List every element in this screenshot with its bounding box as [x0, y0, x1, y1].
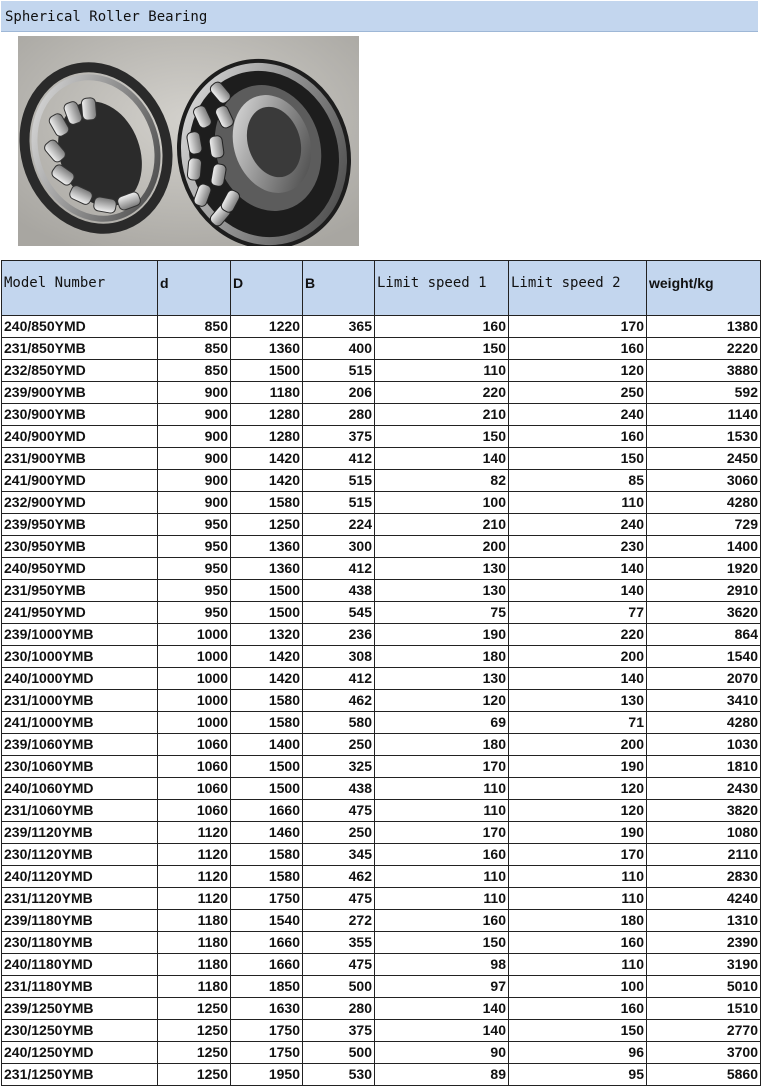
cell-outer-d: 1500: [231, 580, 303, 602]
cell-outer-d: 1950: [231, 1064, 303, 1086]
cell-outer-d: 1500: [231, 602, 303, 624]
cell-outer-d: 1660: [231, 954, 303, 976]
cell-outer-d: 1580: [231, 690, 303, 712]
cell-limit-speed-1: 82: [375, 470, 509, 492]
cell-limit-speed-1: 160: [375, 316, 509, 338]
cell-limit-speed-1: 200: [375, 536, 509, 558]
cell-limit-speed-1: 170: [375, 822, 509, 844]
cell-model: 240/1060YMD: [2, 778, 158, 800]
cell-b: 515: [303, 360, 375, 382]
cell-limit-speed-2: 150: [509, 1020, 647, 1042]
cell-outer-d: 1320: [231, 624, 303, 646]
cell-b: 375: [303, 426, 375, 448]
cell-b: 500: [303, 1042, 375, 1064]
table-row: [2, 888, 761, 910]
cell-d: 1180: [158, 932, 231, 954]
cell-weight: 1380: [647, 316, 761, 338]
cell-limit-speed-1: 130: [375, 558, 509, 580]
cell-d: 900: [158, 404, 231, 426]
cell-outer-d: 1280: [231, 404, 303, 426]
cell-b: 475: [303, 954, 375, 976]
cell-outer-d: 1580: [231, 844, 303, 866]
cell-model: 240/900YMD: [2, 426, 158, 448]
cell-d: 1000: [158, 712, 231, 734]
cell-d: 1180: [158, 910, 231, 932]
cell-b: 530: [303, 1064, 375, 1086]
table-row: [2, 668, 761, 690]
cell-limit-speed-2: 120: [509, 360, 647, 382]
cell-b: 412: [303, 668, 375, 690]
header-model-number: Model Number: [2, 261, 158, 316]
cell-limit-speed-1: 110: [375, 778, 509, 800]
cell-d: 1120: [158, 866, 231, 888]
cell-limit-speed-2: 140: [509, 668, 647, 690]
header-weight: weight/kg: [647, 261, 761, 316]
cell-d: 950: [158, 536, 231, 558]
cell-b: 515: [303, 492, 375, 514]
cell-outer-d: 1660: [231, 932, 303, 954]
cell-limit-speed-1: 69: [375, 712, 509, 734]
cell-limit-speed-1: 180: [375, 734, 509, 756]
cell-outer-d: 1420: [231, 448, 303, 470]
cell-b: 206: [303, 382, 375, 404]
cell-weight: 1510: [647, 998, 761, 1020]
cell-d: 950: [158, 514, 231, 536]
cell-model: 230/1180YMB: [2, 932, 158, 954]
cell-model: 230/1060YMB: [2, 756, 158, 778]
table-row: [2, 404, 761, 426]
cell-b: 224: [303, 514, 375, 536]
cell-weight: 1920: [647, 558, 761, 580]
cell-limit-speed-2: 140: [509, 580, 647, 602]
cell-limit-speed-1: 90: [375, 1042, 509, 1064]
cell-model: 239/1180YMB: [2, 910, 158, 932]
cell-weight: 1540: [647, 646, 761, 668]
cell-limit-speed-2: 240: [509, 404, 647, 426]
cell-outer-d: 1500: [231, 778, 303, 800]
page-title: Spherical Roller Bearing: [1, 1, 758, 32]
cell-limit-speed-1: 150: [375, 426, 509, 448]
cell-limit-speed-2: 220: [509, 624, 647, 646]
cell-limit-speed-2: 100: [509, 976, 647, 998]
table-row: [2, 932, 761, 954]
cell-limit-speed-1: 180: [375, 646, 509, 668]
cell-limit-speed-2: 160: [509, 338, 647, 360]
cell-limit-speed-2: 200: [509, 734, 647, 756]
table-row: [2, 976, 761, 998]
cell-outer-d: 1630: [231, 998, 303, 1020]
table-row: [2, 514, 761, 536]
cell-weight: 2910: [647, 580, 761, 602]
cell-b: 280: [303, 998, 375, 1020]
cell-weight: 2830: [647, 866, 761, 888]
cell-limit-speed-2: 170: [509, 316, 647, 338]
cell-d: 1000: [158, 668, 231, 690]
header-limit-speed-2: Limit speed 2: [509, 261, 647, 316]
table-row: [2, 866, 761, 888]
cell-weight: 1030: [647, 734, 761, 756]
cell-limit-speed-2: 95: [509, 1064, 647, 1086]
table-row: [2, 360, 761, 382]
cell-limit-speed-2: 140: [509, 558, 647, 580]
table-row: [2, 998, 761, 1020]
cell-limit-speed-2: 240: [509, 514, 647, 536]
cell-b: 500: [303, 976, 375, 998]
cell-b: 475: [303, 888, 375, 910]
cell-outer-d: 1360: [231, 558, 303, 580]
table-row: [2, 338, 761, 360]
cell-model: 230/1000YMB: [2, 646, 158, 668]
cell-limit-speed-1: 140: [375, 448, 509, 470]
cell-weight: 3410: [647, 690, 761, 712]
cell-b: 438: [303, 778, 375, 800]
cell-b: 475: [303, 800, 375, 822]
cell-outer-d: 1420: [231, 470, 303, 492]
cell-weight: 3620: [647, 602, 761, 624]
cell-model: 239/900YMB: [2, 382, 158, 404]
table-row: [2, 844, 761, 866]
cell-outer-d: 1420: [231, 668, 303, 690]
cell-limit-speed-1: 150: [375, 932, 509, 954]
cell-limit-speed-1: 160: [375, 910, 509, 932]
cell-limit-speed-2: 110: [509, 954, 647, 976]
cell-weight: 1530: [647, 426, 761, 448]
cell-model: 241/1000YMB: [2, 712, 158, 734]
cell-weight: 2430: [647, 778, 761, 800]
cell-model: 230/1120YMB: [2, 844, 158, 866]
cell-d: 1250: [158, 1020, 231, 1042]
cell-weight: 3880: [647, 360, 761, 382]
cell-d: 900: [158, 470, 231, 492]
cell-d: 850: [158, 316, 231, 338]
cell-b: 412: [303, 558, 375, 580]
cell-outer-d: 1540: [231, 910, 303, 932]
cell-model: 232/850YMD: [2, 360, 158, 382]
cell-b: 272: [303, 910, 375, 932]
table-row: [2, 954, 761, 976]
cell-limit-speed-1: 97: [375, 976, 509, 998]
cell-limit-speed-1: 110: [375, 360, 509, 382]
cell-outer-d: 1580: [231, 866, 303, 888]
cell-limit-speed-2: 230: [509, 536, 647, 558]
cell-model: 239/1000YMB: [2, 624, 158, 646]
cell-d: 1250: [158, 1042, 231, 1064]
header-b: B: [303, 261, 375, 316]
cell-weight: 3190: [647, 954, 761, 976]
cell-b: 325: [303, 756, 375, 778]
cell-model: 240/1120YMD: [2, 866, 158, 888]
cell-weight: 729: [647, 514, 761, 536]
cell-limit-speed-1: 210: [375, 514, 509, 536]
cell-model: 232/900YMD: [2, 492, 158, 514]
cell-weight: 2770: [647, 1020, 761, 1042]
cell-model: 241/900YMD: [2, 470, 158, 492]
cell-d: 900: [158, 382, 231, 404]
cell-weight: 592: [647, 382, 761, 404]
cell-limit-speed-2: 180: [509, 910, 647, 932]
table-row: [2, 602, 761, 624]
bearing-photo: [18, 36, 359, 246]
cell-limit-speed-1: 110: [375, 888, 509, 910]
table-row: [2, 822, 761, 844]
table-row: [2, 1042, 761, 1064]
cell-d: 950: [158, 558, 231, 580]
cell-weight: 4280: [647, 492, 761, 514]
cell-d: 1060: [158, 800, 231, 822]
cell-d: 950: [158, 580, 231, 602]
cell-outer-d: 1500: [231, 360, 303, 382]
cell-d: 1120: [158, 844, 231, 866]
table-row: [2, 910, 761, 932]
cell-b: 300: [303, 536, 375, 558]
cell-b: 462: [303, 690, 375, 712]
cell-limit-speed-1: 150: [375, 338, 509, 360]
cell-d: 1000: [158, 646, 231, 668]
bearing-image: [18, 36, 359, 246]
cell-weight: 5010: [647, 976, 761, 998]
cell-d: 1180: [158, 976, 231, 998]
cell-d: 1060: [158, 756, 231, 778]
cell-limit-speed-1: 130: [375, 668, 509, 690]
cell-model: 231/1000YMB: [2, 690, 158, 712]
cell-d: 850: [158, 360, 231, 382]
cell-d: 1250: [158, 1064, 231, 1086]
cell-limit-speed-1: 75: [375, 602, 509, 624]
cell-d: 1060: [158, 778, 231, 800]
cell-weight: 1140: [647, 404, 761, 426]
cell-limit-speed-2: 200: [509, 646, 647, 668]
cell-limit-speed-2: 110: [509, 492, 647, 514]
cell-model: 240/1250YMD: [2, 1042, 158, 1064]
cell-weight: 3060: [647, 470, 761, 492]
cell-limit-speed-2: 160: [509, 932, 647, 954]
cell-b: 400: [303, 338, 375, 360]
table-row: [2, 448, 761, 470]
cell-model: 240/950YMD: [2, 558, 158, 580]
cell-weight: 864: [647, 624, 761, 646]
cell-d: 900: [158, 492, 231, 514]
cell-limit-speed-2: 77: [509, 602, 647, 624]
cell-weight: 2450: [647, 448, 761, 470]
cell-limit-speed-2: 71: [509, 712, 647, 734]
table-row: [2, 624, 761, 646]
cell-limit-speed-2: 190: [509, 756, 647, 778]
cell-weight: 4280: [647, 712, 761, 734]
cell-outer-d: 1360: [231, 338, 303, 360]
cell-outer-d: 1850: [231, 976, 303, 998]
table-row: [2, 646, 761, 668]
cell-weight: 1810: [647, 756, 761, 778]
cell-limit-speed-2: 130: [509, 690, 647, 712]
cell-model: 239/1060YMB: [2, 734, 158, 756]
cell-limit-speed-2: 160: [509, 426, 647, 448]
header-outer-d: D: [231, 261, 303, 316]
cell-limit-speed-1: 89: [375, 1064, 509, 1086]
cell-limit-speed-2: 85: [509, 470, 647, 492]
cell-limit-speed-2: 190: [509, 822, 647, 844]
cell-limit-speed-1: 190: [375, 624, 509, 646]
cell-limit-speed-1: 100: [375, 492, 509, 514]
cell-b: 515: [303, 470, 375, 492]
cell-model: 240/1000YMD: [2, 668, 158, 690]
cell-b: 438: [303, 580, 375, 602]
cell-outer-d: 1420: [231, 646, 303, 668]
cell-model: 231/950YMB: [2, 580, 158, 602]
cell-limit-speed-1: 170: [375, 756, 509, 778]
cell-weight: 5860: [647, 1064, 761, 1086]
cell-d: 1120: [158, 822, 231, 844]
cell-d: 1120: [158, 888, 231, 910]
cell-model: 240/1180YMD: [2, 954, 158, 976]
cell-outer-d: 1250: [231, 514, 303, 536]
table-row: [2, 800, 761, 822]
cell-model: 230/950YMB: [2, 536, 158, 558]
table-row: [2, 756, 761, 778]
cell-d: 850: [158, 338, 231, 360]
table-row: [2, 712, 761, 734]
cell-limit-speed-2: 120: [509, 800, 647, 822]
table-header-row: [2, 261, 761, 316]
cell-weight: 1080: [647, 822, 761, 844]
cell-limit-speed-1: 98: [375, 954, 509, 976]
cell-limit-speed-1: 220: [375, 382, 509, 404]
cell-model: 230/1250YMB: [2, 1020, 158, 1042]
cell-d: 1180: [158, 954, 231, 976]
cell-model: 239/1120YMB: [2, 822, 158, 844]
cell-weight: 1310: [647, 910, 761, 932]
cell-limit-speed-2: 250: [509, 382, 647, 404]
cell-b: 250: [303, 822, 375, 844]
cell-limit-speed-1: 140: [375, 998, 509, 1020]
cell-limit-speed-2: 160: [509, 998, 647, 1020]
table-row: [2, 1064, 761, 1086]
cell-limit-speed-2: 150: [509, 448, 647, 470]
cell-outer-d: 1580: [231, 712, 303, 734]
cell-b: 462: [303, 866, 375, 888]
cell-model: 240/850YMD: [2, 316, 158, 338]
cell-b: 375: [303, 1020, 375, 1042]
cell-limit-speed-1: 110: [375, 800, 509, 822]
cell-model: 239/1250YMB: [2, 998, 158, 1020]
cell-limit-speed-2: 120: [509, 778, 647, 800]
table-row: [2, 536, 761, 558]
cell-b: 545: [303, 602, 375, 624]
cell-weight: 1400: [647, 536, 761, 558]
cell-model: 231/1060YMB: [2, 800, 158, 822]
cell-limit-speed-2: 170: [509, 844, 647, 866]
cell-d: 900: [158, 448, 231, 470]
table-row: [2, 1020, 761, 1042]
cell-b: 355: [303, 932, 375, 954]
cell-weight: 3820: [647, 800, 761, 822]
cell-limit-speed-2: 96: [509, 1042, 647, 1064]
cell-b: 345: [303, 844, 375, 866]
cell-d: 1060: [158, 734, 231, 756]
cell-model: 241/950YMD: [2, 602, 158, 624]
cell-b: 308: [303, 646, 375, 668]
cell-limit-speed-1: 130: [375, 580, 509, 602]
table-row: [2, 426, 761, 448]
cell-limit-speed-2: 110: [509, 888, 647, 910]
cell-outer-d: 1750: [231, 1042, 303, 1064]
table-row: [2, 734, 761, 756]
cell-weight: 3700: [647, 1042, 761, 1064]
cell-model: 230/900YMB: [2, 404, 158, 426]
cell-d: 950: [158, 602, 231, 624]
cell-d: 1250: [158, 998, 231, 1020]
cell-outer-d: 1400: [231, 734, 303, 756]
cell-model: 231/900YMB: [2, 448, 158, 470]
header-limit-speed-1: Limit speed 1: [375, 261, 509, 316]
cell-b: 580: [303, 712, 375, 734]
table-row: [2, 778, 761, 800]
table-row: [2, 382, 761, 404]
cell-weight: 2070: [647, 668, 761, 690]
bearing-spec-table: [1, 260, 761, 1086]
cell-weight: 4240: [647, 888, 761, 910]
cell-limit-speed-1: 160: [375, 844, 509, 866]
table-row: [2, 690, 761, 712]
cell-outer-d: 1220: [231, 316, 303, 338]
cell-outer-d: 1500: [231, 756, 303, 778]
cell-model: 231/1120YMB: [2, 888, 158, 910]
cell-weight: 2110: [647, 844, 761, 866]
cell-b: 280: [303, 404, 375, 426]
table-row: [2, 492, 761, 514]
cell-weight: 2220: [647, 338, 761, 360]
cell-limit-speed-2: 110: [509, 866, 647, 888]
table-row: [2, 558, 761, 580]
table-row: [2, 580, 761, 602]
cell-limit-speed-1: 110: [375, 866, 509, 888]
cell-outer-d: 1750: [231, 888, 303, 910]
cell-model: 231/1250YMB: [2, 1064, 158, 1086]
cell-outer-d: 1280: [231, 426, 303, 448]
cell-d: 1000: [158, 624, 231, 646]
cell-model: 239/950YMB: [2, 514, 158, 536]
cell-outer-d: 1180: [231, 382, 303, 404]
cell-outer-d: 1580: [231, 492, 303, 514]
cell-model: 231/1180YMB: [2, 976, 158, 998]
cell-outer-d: 1360: [231, 536, 303, 558]
cell-b: 365: [303, 316, 375, 338]
cell-limit-speed-1: 210: [375, 404, 509, 426]
cell-b: 250: [303, 734, 375, 756]
cell-weight: 2390: [647, 932, 761, 954]
cell-outer-d: 1460: [231, 822, 303, 844]
cell-d: 1000: [158, 690, 231, 712]
header-d: d: [158, 261, 231, 316]
cell-outer-d: 1750: [231, 1020, 303, 1042]
table-row: [2, 470, 761, 492]
cell-model: 231/850YMB: [2, 338, 158, 360]
cell-b: 236: [303, 624, 375, 646]
cell-b: 412: [303, 448, 375, 470]
cell-limit-speed-1: 140: [375, 1020, 509, 1042]
table-row: [2, 316, 761, 338]
cell-d: 900: [158, 426, 231, 448]
cell-outer-d: 1660: [231, 800, 303, 822]
cell-limit-speed-1: 120: [375, 690, 509, 712]
